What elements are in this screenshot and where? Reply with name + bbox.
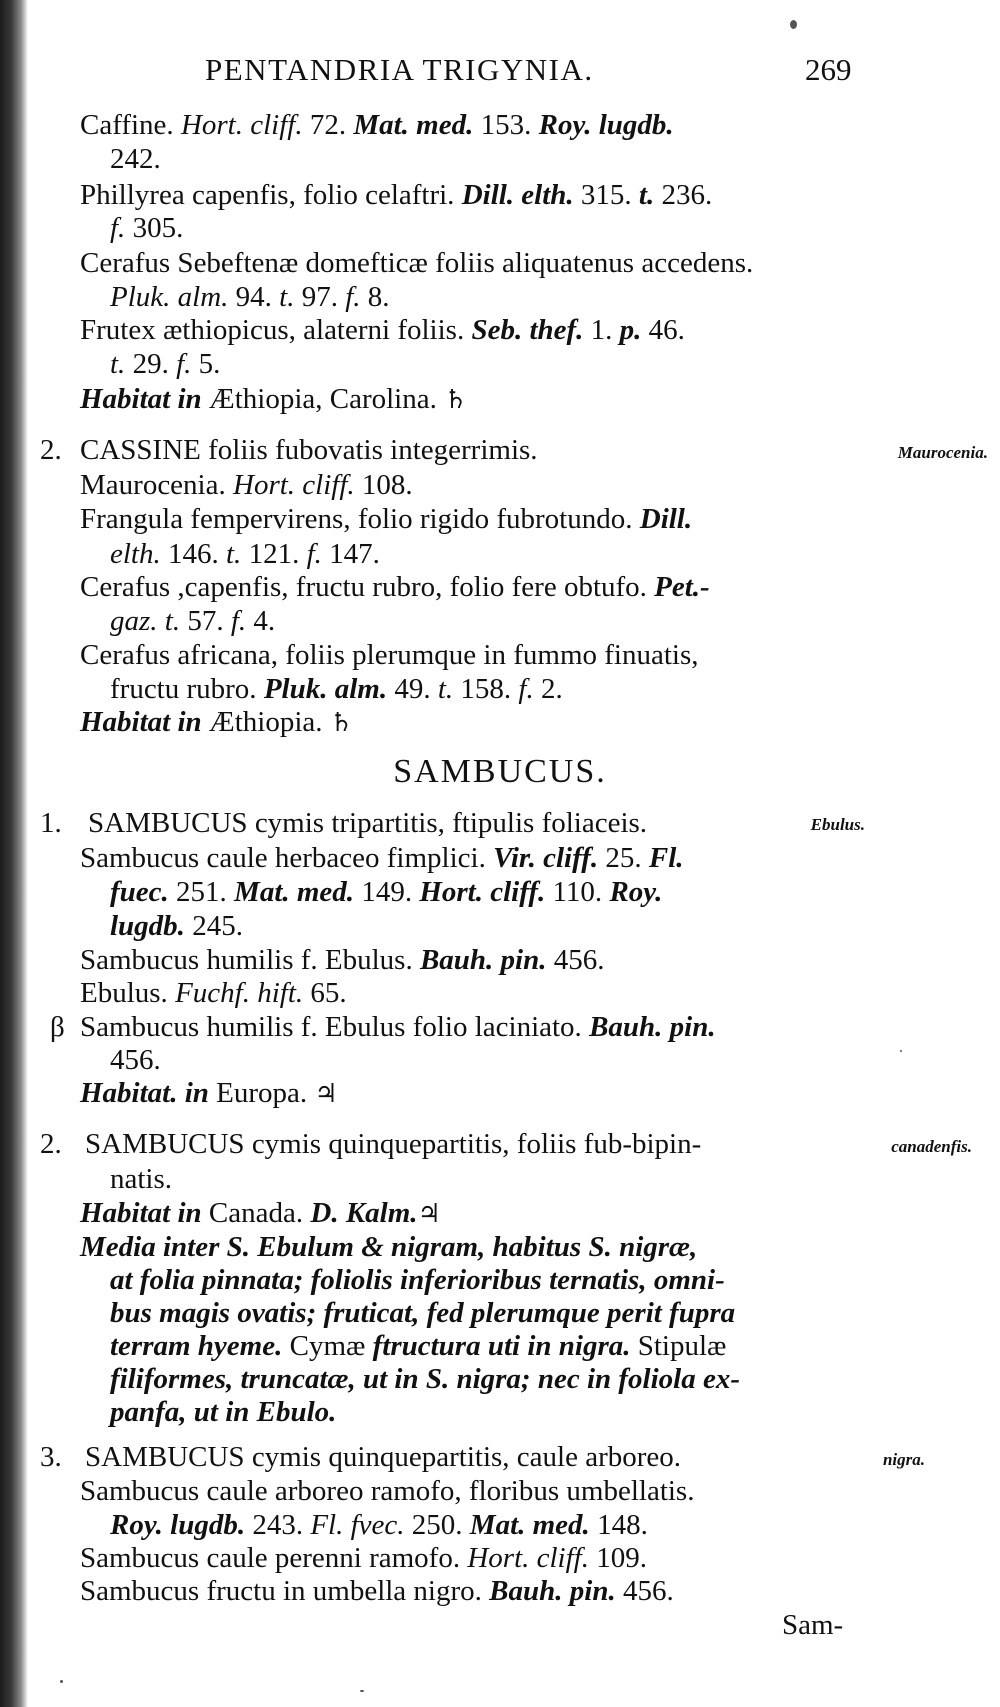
ink-speck: [790, 20, 797, 29]
species-number: 1.: [40, 807, 62, 839]
text-line: Caffine. Hort. cliff. 72. Mat. med. 153. Roy. lugdb.: [80, 109, 674, 141]
perennial-symbol: ♃: [314, 1079, 338, 1108]
text-line: Maurocenia. Hort. cliff. 108.: [80, 469, 413, 501]
text-line: SAMBUCUS cymis tripartitis, ftipulis foliaceis.: [88, 807, 648, 839]
margin-species-name: Maurocenia.: [897, 443, 988, 462]
text-line: SAMBUCUS cymis quinquepartitis, foliis fub-bipin-: [85, 1128, 702, 1160]
catchword: Sam-: [782, 1609, 844, 1641]
text-line: Media inter S. Ebulum & nigram, habitus S. nigræ,: [80, 1231, 698, 1263]
habitat-line: Habitat in Æthiopia, Carolina. ♄: [80, 383, 468, 415]
text-line: CASSINE foliis fubovatis integerrimis.: [80, 434, 538, 466]
text-line: 242.: [110, 143, 161, 175]
text-line: filiformes, truncatæ, ut in S. nigra; nec in foliola ex-: [110, 1363, 740, 1395]
text-line: panfa, ut in Ebulo.: [110, 1396, 337, 1428]
variety-beta: β: [50, 1011, 65, 1043]
text-line: at folia pinnata; foliolis inferioribus ternatis, omni-: [110, 1264, 725, 1296]
text-line: Sambucus humilis f. Ebulus folio laciniato. Bauh. pin.: [80, 1011, 716, 1043]
margin-species-name: Ebulus.: [810, 815, 865, 834]
margin-species-name: nigra.: [882, 1450, 925, 1469]
section-title: SAMBUCUS.: [393, 753, 607, 790]
text-line: Sambucus caule arboreo ramofo, floribus umbellatis.: [80, 1475, 695, 1507]
text-line: lugdb. 245.: [110, 910, 243, 942]
text-line: Cerafus africana, foliis plerumque in fummo finuatis,: [80, 639, 699, 671]
text-line: Sambucus fructu in umbella nigro. Bauh. pin. 456.: [80, 1575, 674, 1607]
text-line: Cerafus ,capenfis, fructu rubro, folio fere obtufo. Pet.-: [80, 571, 710, 603]
text-line: Phillyrea capenfis, folio celaftri. Dill. elth. 315. t. 236.: [80, 179, 713, 211]
ink-speck: [60, 1680, 63, 1683]
perennial-symbol: ♃: [417, 1199, 441, 1228]
text-line: fuec. 251. Mat. med. 149. Hort. cliff. 110. Roy.: [110, 876, 663, 908]
ink-speck: [360, 1690, 364, 1692]
text-line: Roy. lugdb. 243. Fl. fvec. 250. Mat. med. 148.: [110, 1509, 648, 1541]
text-line: Sambucus caule perenni ramofo. Hort. cliff. 109.: [80, 1542, 647, 1574]
text-line: Frangula fempervirens, folio rigido fubrotundo. Dill.: [80, 503, 693, 535]
text-line: 456.: [110, 1044, 161, 1076]
text-line: natis.: [110, 1163, 173, 1195]
text-line: bus magis ovatis; fruticat, fed plerumque perit fupra: [110, 1297, 736, 1329]
shrub-symbol: ♄: [329, 708, 354, 737]
text-line: Cerafus Sebeftenæ domefticæ foliis aliquatenus accedens.: [80, 247, 754, 279]
header-title: PENTANDRIA TRIGYNIA.: [205, 52, 594, 87]
text-line: t. 29. f. 5.: [110, 348, 221, 380]
text-line: fructu rubro. Pluk. alm. 49. t. 158. f. 2.: [110, 673, 563, 705]
text-line: Sambucus humilis f. Ebulus. Bauh. pin. 456.: [80, 944, 605, 976]
text-line: f. 305.: [110, 212, 184, 244]
shrub-symbol: ♄: [444, 385, 468, 414]
habitat-line: Habitat. in Europa. ♃: [80, 1077, 338, 1109]
text-line: Frutex æthiopicus, alaterni foliis. Seb. thef. 1. p. 46.: [80, 314, 685, 346]
running-header: [205, 52, 865, 88]
text-line: terram hyeme. Cymæ ftructura uti in nigra. Stipulæ: [110, 1330, 727, 1362]
text-line: elth. 146. t. 121. f. 147.: [110, 538, 380, 570]
ink-speck: [900, 1050, 902, 1052]
text-line: gaz. t. 57. f. 4.: [110, 605, 276, 637]
habitat-line: Habitat in Æthiopia. ♄: [80, 706, 354, 738]
text-line: Pluk. alm. 94. t. 97. f. 8.: [110, 281, 390, 313]
habitat-line: Habitat in Canada. D. Kalm.♃: [80, 1197, 441, 1229]
species-number: 2.: [40, 1128, 62, 1160]
margin-species-name: canadenfis.: [891, 1137, 972, 1156]
text-line: Ebulus. Fuchf. hift. 65.: [80, 977, 347, 1009]
text-line: Sambucus caule herbaceo fimplici. Vir. cliff. 25. Fl.: [80, 842, 684, 874]
species-number: 3.: [40, 1441, 62, 1473]
page-number: 269: [805, 52, 852, 87]
species-number: 2.: [40, 434, 62, 466]
text-line: SAMBUCUS cymis quinquepartitis, caule arboreo.: [85, 1441, 682, 1473]
